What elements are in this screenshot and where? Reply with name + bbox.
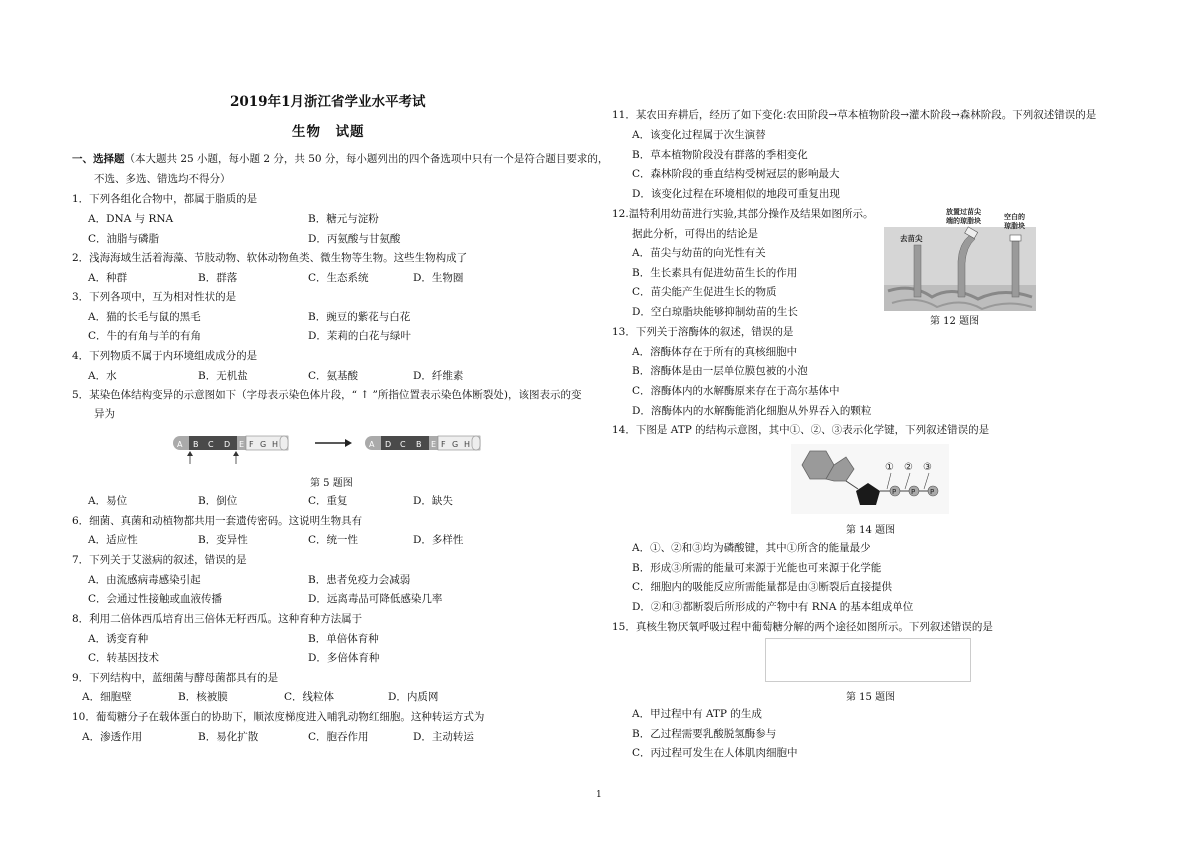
arrow-icon — [315, 439, 352, 447]
label-agar-tip: 放置过苗尖 — [946, 208, 981, 216]
question-stem: 6．细菌、真菌和动植物都共用一套遗传密码。这说明生物具有 — [72, 515, 363, 527]
phosphate-label: P — [930, 488, 935, 496]
option: C．生态系统 — [308, 272, 369, 284]
question-stem: 14．下图是 ATP 的结构示意图，其中①、②、③表示化学键，下列叙述错误的是 — [612, 424, 990, 436]
option: A．种群 — [88, 272, 128, 284]
phosphate-label: P — [892, 488, 897, 496]
option: D．内质网 — [388, 691, 439, 703]
question-stem: 11．某农田弃耕后，经历了如下变化:农田阶段→草本植物阶段→灌木阶段→森林阶段。下列叙述错误的是 — [612, 109, 1097, 121]
question-stem: 5．某染色体结构变异的示意图如下（字母表示染色体片段，“ ↑ ”所指位置表示染色体断裂处)，该图表示的变 — [72, 389, 582, 401]
option: A．猫的长毛与鼠的黑毛 — [88, 311, 201, 323]
svg-text:E: E — [431, 440, 437, 449]
svg-text:D: D — [224, 440, 231, 449]
option: B．群落 — [198, 272, 238, 284]
bond-label-1: ① — [885, 462, 894, 473]
option: A．①、②和③均为磷酸键，其中①所含的能量最少 — [632, 542, 871, 554]
option: C．细胞内的吸能反应所需能量都是由③断裂后直接提供 — [632, 581, 893, 593]
option: C．线粒体 — [284, 691, 335, 703]
option: B．草本植物阶段没有群落的季相变化 — [632, 149, 808, 161]
svg-text:F: F — [249, 440, 254, 449]
option: C．苗尖能产生促进生长的物质 — [632, 286, 777, 298]
seedling-cut — [914, 245, 921, 297]
option: D．远离毒品可降低感染几率 — [308, 593, 443, 605]
seedling-experiment-figure — [882, 205, 1042, 313]
option: B．单倍体育种 — [308, 633, 379, 645]
page-number: 1 — [596, 790, 602, 800]
label-blank-agar: 空白的 — [1004, 213, 1025, 221]
option: B．乙过程需要乳酸脱氢酶参与 — [632, 728, 777, 740]
chromosome-diagram — [170, 430, 490, 466]
question-stem: 15．真核生物厌氧呼吸过程中葡萄糖分解的两个途径如图所示。下列叙述错误的是 — [612, 621, 993, 633]
option: A．溶酶体存在于所有的真核细胞中 — [632, 346, 798, 358]
option: A．由流感病毒感染引起 — [88, 574, 201, 586]
option: D．多倍体育种 — [308, 652, 380, 664]
svg-text:F: F — [441, 440, 446, 449]
option: A．细胞壁 — [82, 691, 132, 703]
svg-text:H: H — [272, 440, 279, 449]
atp-structure-diagram — [790, 443, 950, 515]
label-agar-tip-2: 端的琼脂块 — [946, 217, 981, 225]
option: A．诱变育种 — [88, 633, 149, 645]
bond-label-3: ③ — [923, 462, 932, 473]
option: D．主动转运 — [413, 731, 474, 743]
option: B．患者免疫力会减弱 — [308, 574, 411, 586]
option: A．渗透作用 — [82, 731, 143, 743]
option: D．纤维素 — [413, 370, 464, 382]
option: D．生物圈 — [413, 272, 464, 284]
question-stem: 9．下列结构中，蓝细菌与酵母菌都具有的是 — [72, 672, 279, 684]
option: A．甲过程中有 ATP 的生成 — [632, 708, 762, 720]
option: A．该变化过程属于次生演替 — [632, 129, 766, 141]
svg-text:G: G — [452, 440, 459, 449]
svg-text:B: B — [193, 440, 199, 449]
option: B．倒位 — [198, 495, 238, 507]
question-stem: 3．下列各项中，互为相对性状的是 — [72, 291, 237, 303]
option: A．DNA 与 RNA — [88, 213, 174, 225]
figure-caption: 第 14 题图 — [846, 525, 896, 536]
section-heading-line — [72, 152, 608, 166]
option: C．油脂与磷脂 — [88, 233, 160, 245]
label-blank-agar-2: 琼脂块 — [1004, 222, 1025, 230]
svg-text:B: B — [416, 440, 422, 449]
svg-text:A: A — [177, 440, 183, 449]
bond-label-2: ② — [904, 462, 913, 473]
option: C．重复 — [308, 495, 348, 507]
option: A．苗尖与幼苗的向光性有关 — [632, 247, 766, 259]
option: C．转基因技术 — [88, 652, 160, 664]
section-heading: 一、选择题 — [72, 153, 125, 165]
svg-text:C: C — [208, 440, 214, 449]
question-stem: 4．下列物质不属于内环境组成成分的是 — [72, 350, 258, 362]
option: C．森林阶段的垂直结构受树冠层的影响最大 — [632, 168, 840, 180]
svg-text:D: D — [385, 440, 392, 449]
figure-caption: 第 15 题图 — [846, 692, 896, 703]
exam-title: 2019年1月浙江省学业水平考试 — [230, 94, 426, 110]
phosphate-label: P — [911, 488, 916, 496]
option: C．胞吞作用 — [308, 731, 369, 743]
option: C．会通过性接触或血液传播 — [88, 593, 223, 605]
option: B．变异性 — [198, 534, 248, 546]
option: D．缺失 — [413, 495, 453, 507]
question-stem: 12.温特利用幼苗进行实验,其部分操作及结果如图所示。 — [612, 208, 874, 220]
svg-text:C: C — [400, 440, 406, 449]
option: B．核被膜 — [178, 691, 228, 703]
question-stem: 8．利用二倍体西瓜培育出三倍体无籽西瓜。这种育种方法属于 — [72, 613, 363, 625]
option: D．②和③都断裂后所形成的产物中有 RNA 的基本组成单位 — [632, 601, 914, 613]
figure-caption: 第 5 题图 — [310, 478, 353, 489]
option: D．多样性 — [413, 534, 464, 546]
option: C．统一性 — [308, 534, 359, 546]
svg-text:G: G — [260, 440, 267, 449]
option: B．溶酶体是由一层单位膜包被的小泡 — [632, 365, 808, 377]
option: C．丙过程可发生在人体肌肉细胞中 — [632, 747, 798, 759]
figure-placeholder — [765, 638, 971, 682]
option: B．形成③所需的能量可来源于光能也可来源于化学能 — [632, 562, 882, 574]
option: B．易化扩散 — [198, 731, 259, 743]
exam-subtitle: 生物 试题 — [292, 124, 365, 140]
option: D．溶酶体内的水解酶能消化细胞从外界吞入的颗粒 — [632, 405, 872, 417]
option: B．豌豆的紫花与白花 — [308, 311, 411, 323]
section-desc: （本大题共 25 小题，每小题 2 分，共 50 分，每小题列出的四个备选项中只有一个是符合题目要求的， — [124, 153, 609, 165]
question-stem: 10．葡萄糖分子在载体蛋白的协助下，顺浓度梯度进入哺乳动物红细胞。这种转运方式为 — [72, 711, 485, 723]
option: C．牛的有角与羊的有角 — [88, 330, 202, 342]
question-stem: 1．下列各组化合物中，都属于脂质的是 — [72, 193, 258, 205]
svg-text:A: A — [369, 440, 375, 449]
option: D．茉莉的白花与绿叶 — [308, 330, 411, 342]
section-desc-2: 不选、多选、错选均不得分） — [94, 173, 231, 185]
question-stem-cont: 据此分析，可得出的结论是 — [632, 228, 758, 240]
option: A．水 — [88, 370, 117, 382]
option: A．易位 — [88, 495, 128, 507]
option: B．无机盐 — [198, 370, 248, 382]
question-stem: 13．下列关于溶酶体的叙述，错误的是 — [612, 326, 794, 338]
option: B．糖元与淀粉 — [308, 213, 379, 225]
option: D．空白琼脂块能够抑制幼苗的生长 — [632, 306, 798, 318]
label-cut-tip: 去苗尖 — [900, 234, 923, 243]
option: B．生长素具有促进幼苗生长的作用 — [632, 267, 798, 279]
option: C．溶酶体内的水解酶原来存在于高尔基体中 — [632, 385, 840, 397]
option: C．氨基酸 — [308, 370, 359, 382]
svg-text:E: E — [239, 440, 245, 449]
question-stem: 2．浅海海域生活着海藻、节肢动物、软体动物鱼类、微生物等生物。这些生物构成了 — [72, 252, 468, 264]
option: A．适应性 — [88, 534, 138, 546]
question-stem: 7．下列关于艾滋病的叙述，错误的是 — [72, 554, 247, 566]
option: D．该变化过程在环境相似的地段可重复出现 — [632, 188, 840, 200]
chromosome-after — [365, 436, 480, 450]
chromosome-before — [173, 436, 288, 464]
svg-text:H: H — [464, 440, 471, 449]
option: D．丙氨酸与甘氨酸 — [308, 233, 401, 245]
figure-caption: 第 12 题图 — [930, 316, 980, 327]
question-stem-cont: 异为 — [94, 408, 115, 420]
